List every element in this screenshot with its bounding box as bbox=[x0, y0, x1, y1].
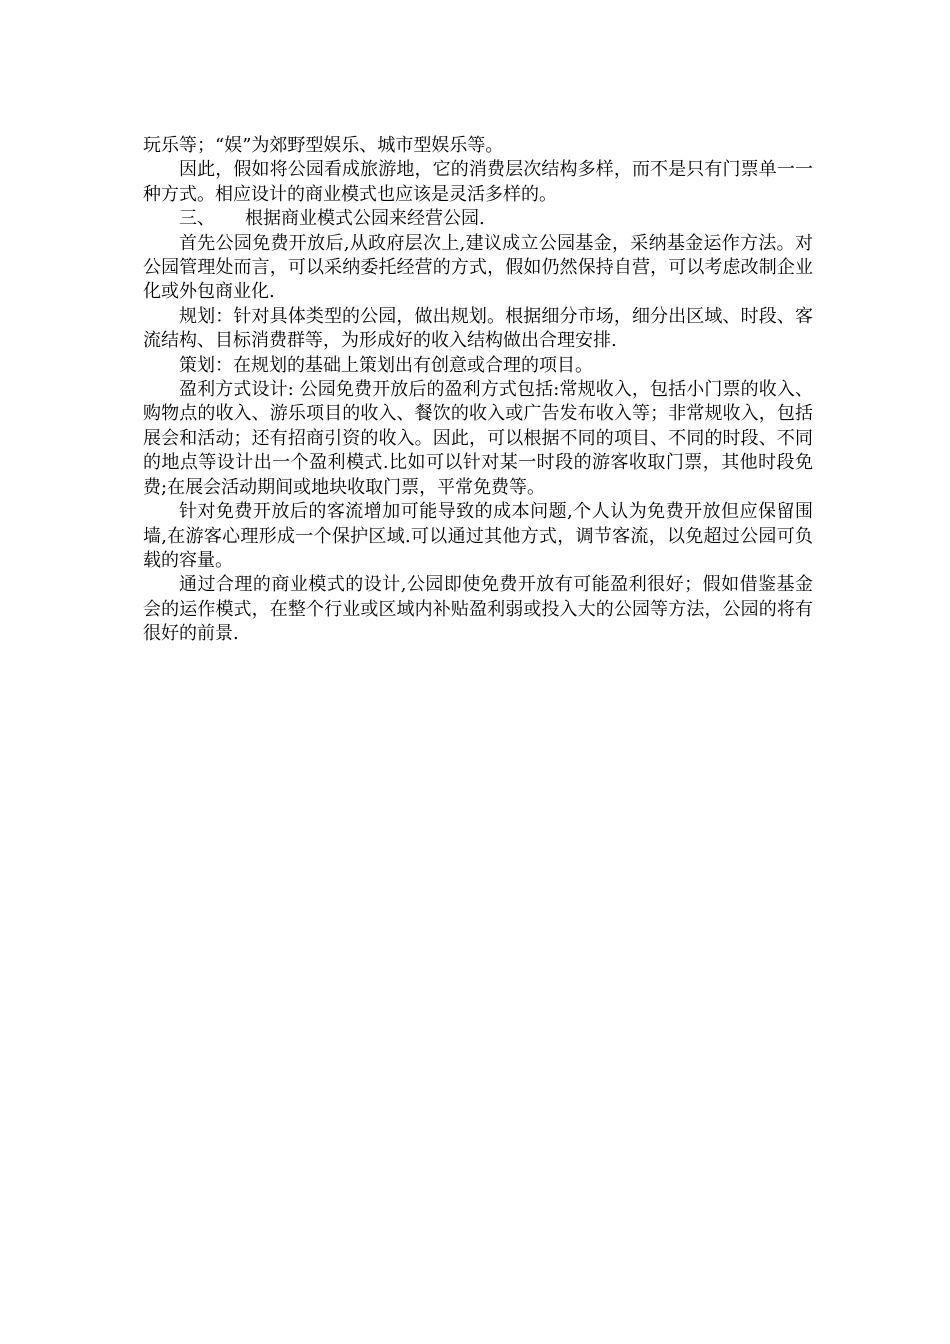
section-heading bbox=[143, 207, 813, 231]
paragraph-park-fund: 首先公园免费开放后,从政府层次上,建议成立公园基金，采纳基金运作方法。对公园管理处而言，可以采纳委托经营的方式，假如仍然保持自营，可以考虑改制企业化或外包商业化. bbox=[143, 232, 813, 303]
paragraph-visitor-flow: 针对免费开放后的客流增加可能导致的成本问题,个人认为免费开放但应保留围墙,在游客心理形成一个保护区域.可以通过其他方式，调节客流，以免超过公园可负载的容量。 bbox=[143, 501, 813, 571]
paragraph-consumption-structure: 因此，假如将公园看成旅游地，它的消费层次结构多样，而不是只有门票单一一种方式。相应设计的商业模式也应该是灵活多样的。 bbox=[143, 159, 813, 205]
section-title: 根据商业模式公园来经营公园. bbox=[245, 208, 485, 230]
section-number: 三、 bbox=[179, 208, 215, 230]
paragraph-continuation: 玩乐等；“娱”为郊野型娱乐、城市型娱乐等。 bbox=[143, 135, 504, 156]
paragraph-planning: 规划：针对具体类型的公园，做出规划。根据细分市场，细分出区域、时段、客流结构、目标消费群等，为形成好的收入结构做出合理安排. bbox=[143, 305, 813, 352]
paragraph-conclusion: 通过合理的商业模式的设计,公园即使免费开放有可能盈利很好；假如借鉴基金会的运作模式，在整个行业或区域内补贴盈利弱或投入大的公园等方法，公园的将有很好的前景. bbox=[143, 574, 813, 645]
paragraph-profit-model: 盈利方式设计: 公园免费开放后的盈利方式包括:常规收入，包括小门票的收入、购物点的收入、游乐项目的收入、餐饮的收入或广告发布收入等；非常规收入，包括展会和活动；还有招商引资的收入。因此，可以根据不同的项目、不同的时段、不同的地点等设计出一个盈利模式.比如可以针对某一时段的游客收取门票，其他时段免费;在展会活动期间或地块收取门票，平常免费等。 bbox=[143, 379, 813, 498]
paragraph-project-design: 策划：在规划的基础上策划出有创意或合理的项目。 bbox=[179, 354, 593, 376]
document-body bbox=[143, 134, 813, 647]
